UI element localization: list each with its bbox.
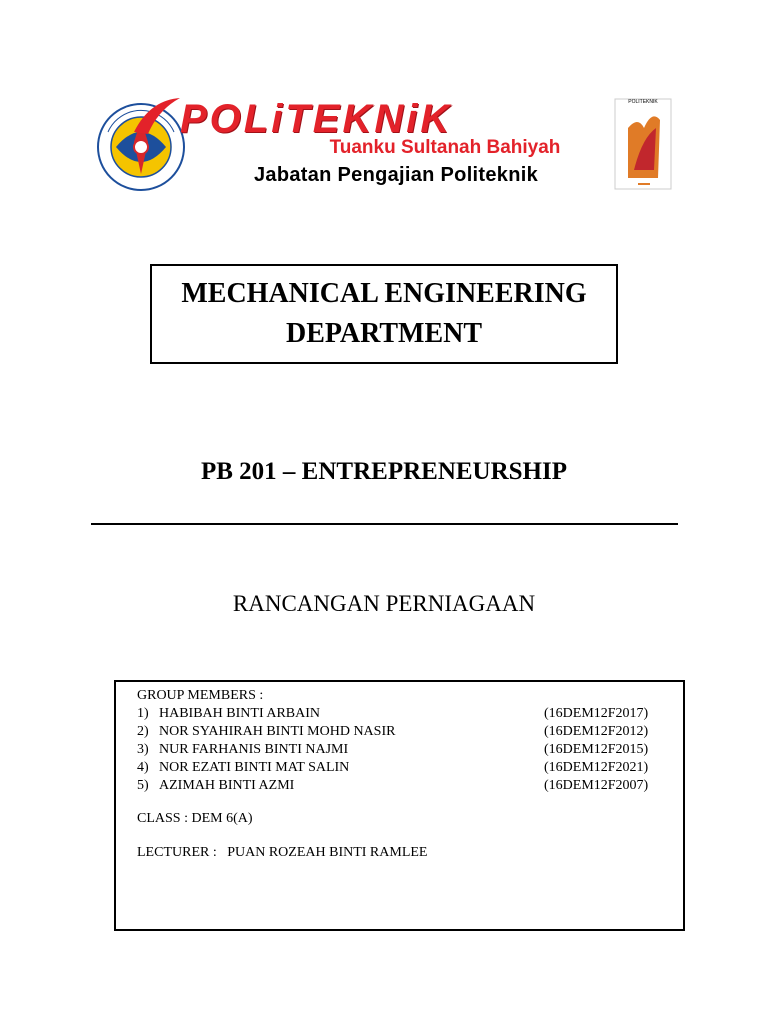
member-row (137, 777, 667, 795)
members-content (137, 687, 667, 862)
member-name: HABIBAH BINTI ARBAIN (159, 706, 320, 721)
member-id: (16DEM12F2021) (544, 760, 649, 775)
member-id: (16DEM12F2007) (544, 778, 649, 793)
member-name: NOR SYAHIRAH BINTI MOHD NASIR (159, 724, 396, 739)
member-number: 2) (137, 724, 149, 739)
member-name: NOR EZATI BINTI MAT SALIN (159, 760, 350, 775)
member-row (137, 759, 667, 777)
member-id: (16DEM12F2012) (544, 724, 649, 739)
emblem-label: POLITEKNIK (628, 99, 658, 105)
member-name: NUR FARHANIS BINTI NAJMI (159, 742, 349, 757)
divider (91, 523, 678, 525)
member-number: 5) (137, 778, 149, 793)
members-box (114, 680, 685, 931)
department-title (152, 274, 616, 354)
department-line-2: DEPARTMENT (285, 318, 483, 349)
department-box (150, 264, 618, 364)
class-line: CLASS : DEM 6(A) (137, 811, 253, 826)
course-title: PB 201 – ENTREPRENEURSHIP (200, 458, 567, 485)
brand-department: Jabatan Pengajian Politeknik (253, 164, 539, 186)
lecturer-line: LECTURER : PUAN ROZEAH BINTI RAMLEE (137, 845, 428, 860)
member-row (137, 741, 667, 759)
brand-subtitle: Tuanku Sultanah Bahiyah (329, 137, 561, 158)
members-heading: GROUP MEMBERS : (137, 688, 264, 703)
member-number: 3) (137, 742, 149, 757)
member-id: (16DEM12F2017) (544, 706, 649, 721)
brand-name: POLiTEKNiK (180, 97, 453, 141)
member-id: (16DEM12F2015) (544, 742, 649, 757)
member-name: AZIMAH BINTI AZMI (159, 778, 295, 793)
document-title: RANCANGAN PERNIAGAAN (232, 591, 536, 616)
department-line-1: MECHANICAL ENGINEERING (181, 278, 587, 309)
member-number: 4) (137, 760, 149, 775)
politeknik-emblem-icon (614, 98, 672, 190)
member-number: 1) (137, 706, 149, 721)
swoosh-icon (130, 96, 182, 136)
member-row (137, 705, 667, 723)
member-row (137, 723, 667, 741)
